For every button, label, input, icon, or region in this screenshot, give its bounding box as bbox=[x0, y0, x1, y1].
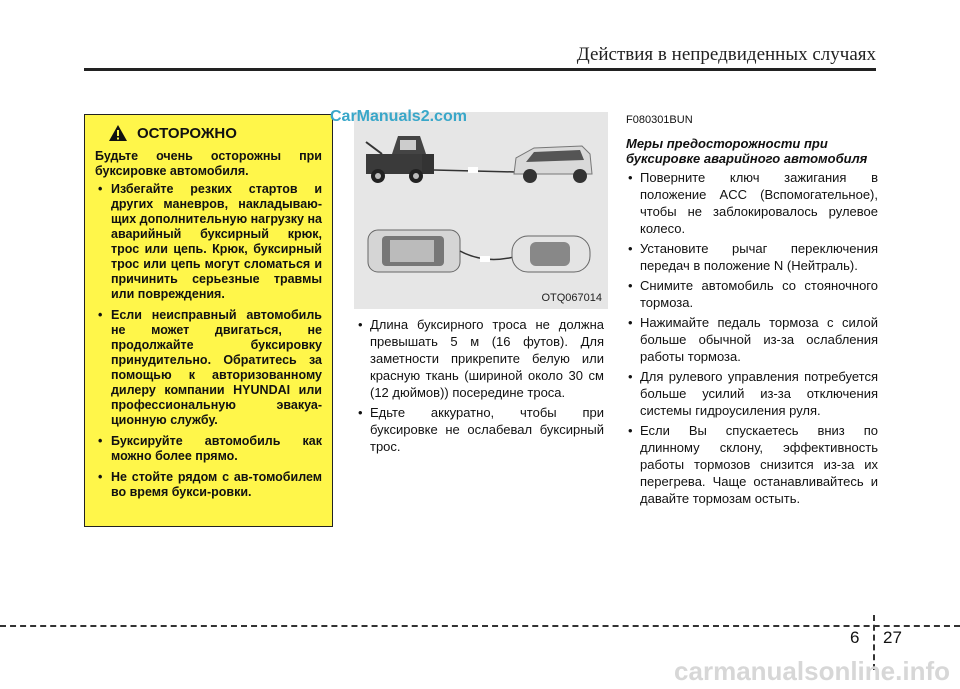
chapter-number: 6 bbox=[850, 628, 860, 647]
minivan-top-icon bbox=[368, 230, 460, 272]
list-item: • Снимите автомобиль со стояночного тормоза. bbox=[626, 277, 878, 311]
warning-title: ОСТОРОЖНО bbox=[137, 124, 237, 142]
warning-triangle-icon bbox=[109, 125, 127, 141]
minivan-side-icon bbox=[514, 146, 592, 183]
site-watermark: carmanualsonline.info bbox=[674, 656, 950, 686]
warning-item: • Если неисправный автомобиль не может двигаться, не продолжайте буксировку принудительно. Обратитесь за помощью к авторизованному дилеру компании HYUNDAI или профессиональную эвакуа-ционную службу. bbox=[95, 308, 322, 428]
list-item: • Длина буксирного троса не должна превышать 5 м (16 футов). Для заметности прикрепите белую или красную ткань (шириной около 30 см (12 дюймов)) посередине троса. bbox=[356, 316, 604, 401]
warning-intro: Будьте очень осторожны при буксировке автомобиля. bbox=[95, 149, 322, 178]
warning-box bbox=[84, 114, 333, 527]
list-item: • Если Вы спускаетесь вниз по длинному склону, эффективность работы тормозов снизится из-за их перегрева. Чаще останавливайтесь и давайте тормозам остыть. bbox=[626, 422, 878, 507]
warning-item: • Не стойте рядом с ав-томобилем во время букси-ровки. bbox=[95, 470, 322, 500]
footer-rule bbox=[0, 625, 960, 627]
list-item: • Для рулевого управления потребуется больше усилий из-за отключения системы гидроусиления руля. bbox=[626, 368, 878, 419]
list-item: • Установите рычаг переключения передач в положение N (Нейтраль). bbox=[626, 240, 878, 274]
list-item: • Едьте аккуратно, чтобы при буксировке не ослабевал буксирный трос. bbox=[356, 404, 604, 455]
watermark-text: CarManuals2.com bbox=[330, 108, 467, 125]
middle-column bbox=[356, 316, 604, 458]
right-column bbox=[626, 112, 878, 510]
towing-illustration bbox=[354, 112, 608, 309]
tow-truck-diagram bbox=[354, 112, 608, 309]
section-code: F080301BUN bbox=[626, 114, 693, 126]
warning-item: • Избегайте резких стартов и других маневров, накладываю-щих дополнительную нагрузку на аварийный буксирный крюк, трос или цепь. Крюк, буксирный трос или цепь могут сломаться и причинить серьезные травмы или повреждения. bbox=[95, 182, 322, 302]
page-number: 27 bbox=[883, 628, 902, 647]
list-item: • Поверните ключ зажигания в положение ACC (Вспомогательное), чтобы не заблокировалось рулевое колесо. bbox=[626, 169, 878, 237]
warning-item: • Буксируйте автомобиль как можно более прямо. bbox=[95, 434, 322, 464]
warning-heading bbox=[109, 125, 322, 141]
list-item: • Нажимайте педаль тормоза с силой больше обычной из-за ослабления работы тормоза. bbox=[626, 314, 878, 365]
header-rule bbox=[84, 68, 876, 71]
warning-list bbox=[95, 182, 322, 500]
section-heading: Меры предосторожности при буксировке аварийного автомобиля bbox=[626, 136, 868, 166]
tow-truck-icon bbox=[366, 136, 434, 183]
sedan-top-icon bbox=[512, 236, 590, 272]
page-header-title: Действия в непредвиденных случаях bbox=[576, 44, 876, 65]
figure-code: OTQ067014 bbox=[541, 292, 602, 304]
